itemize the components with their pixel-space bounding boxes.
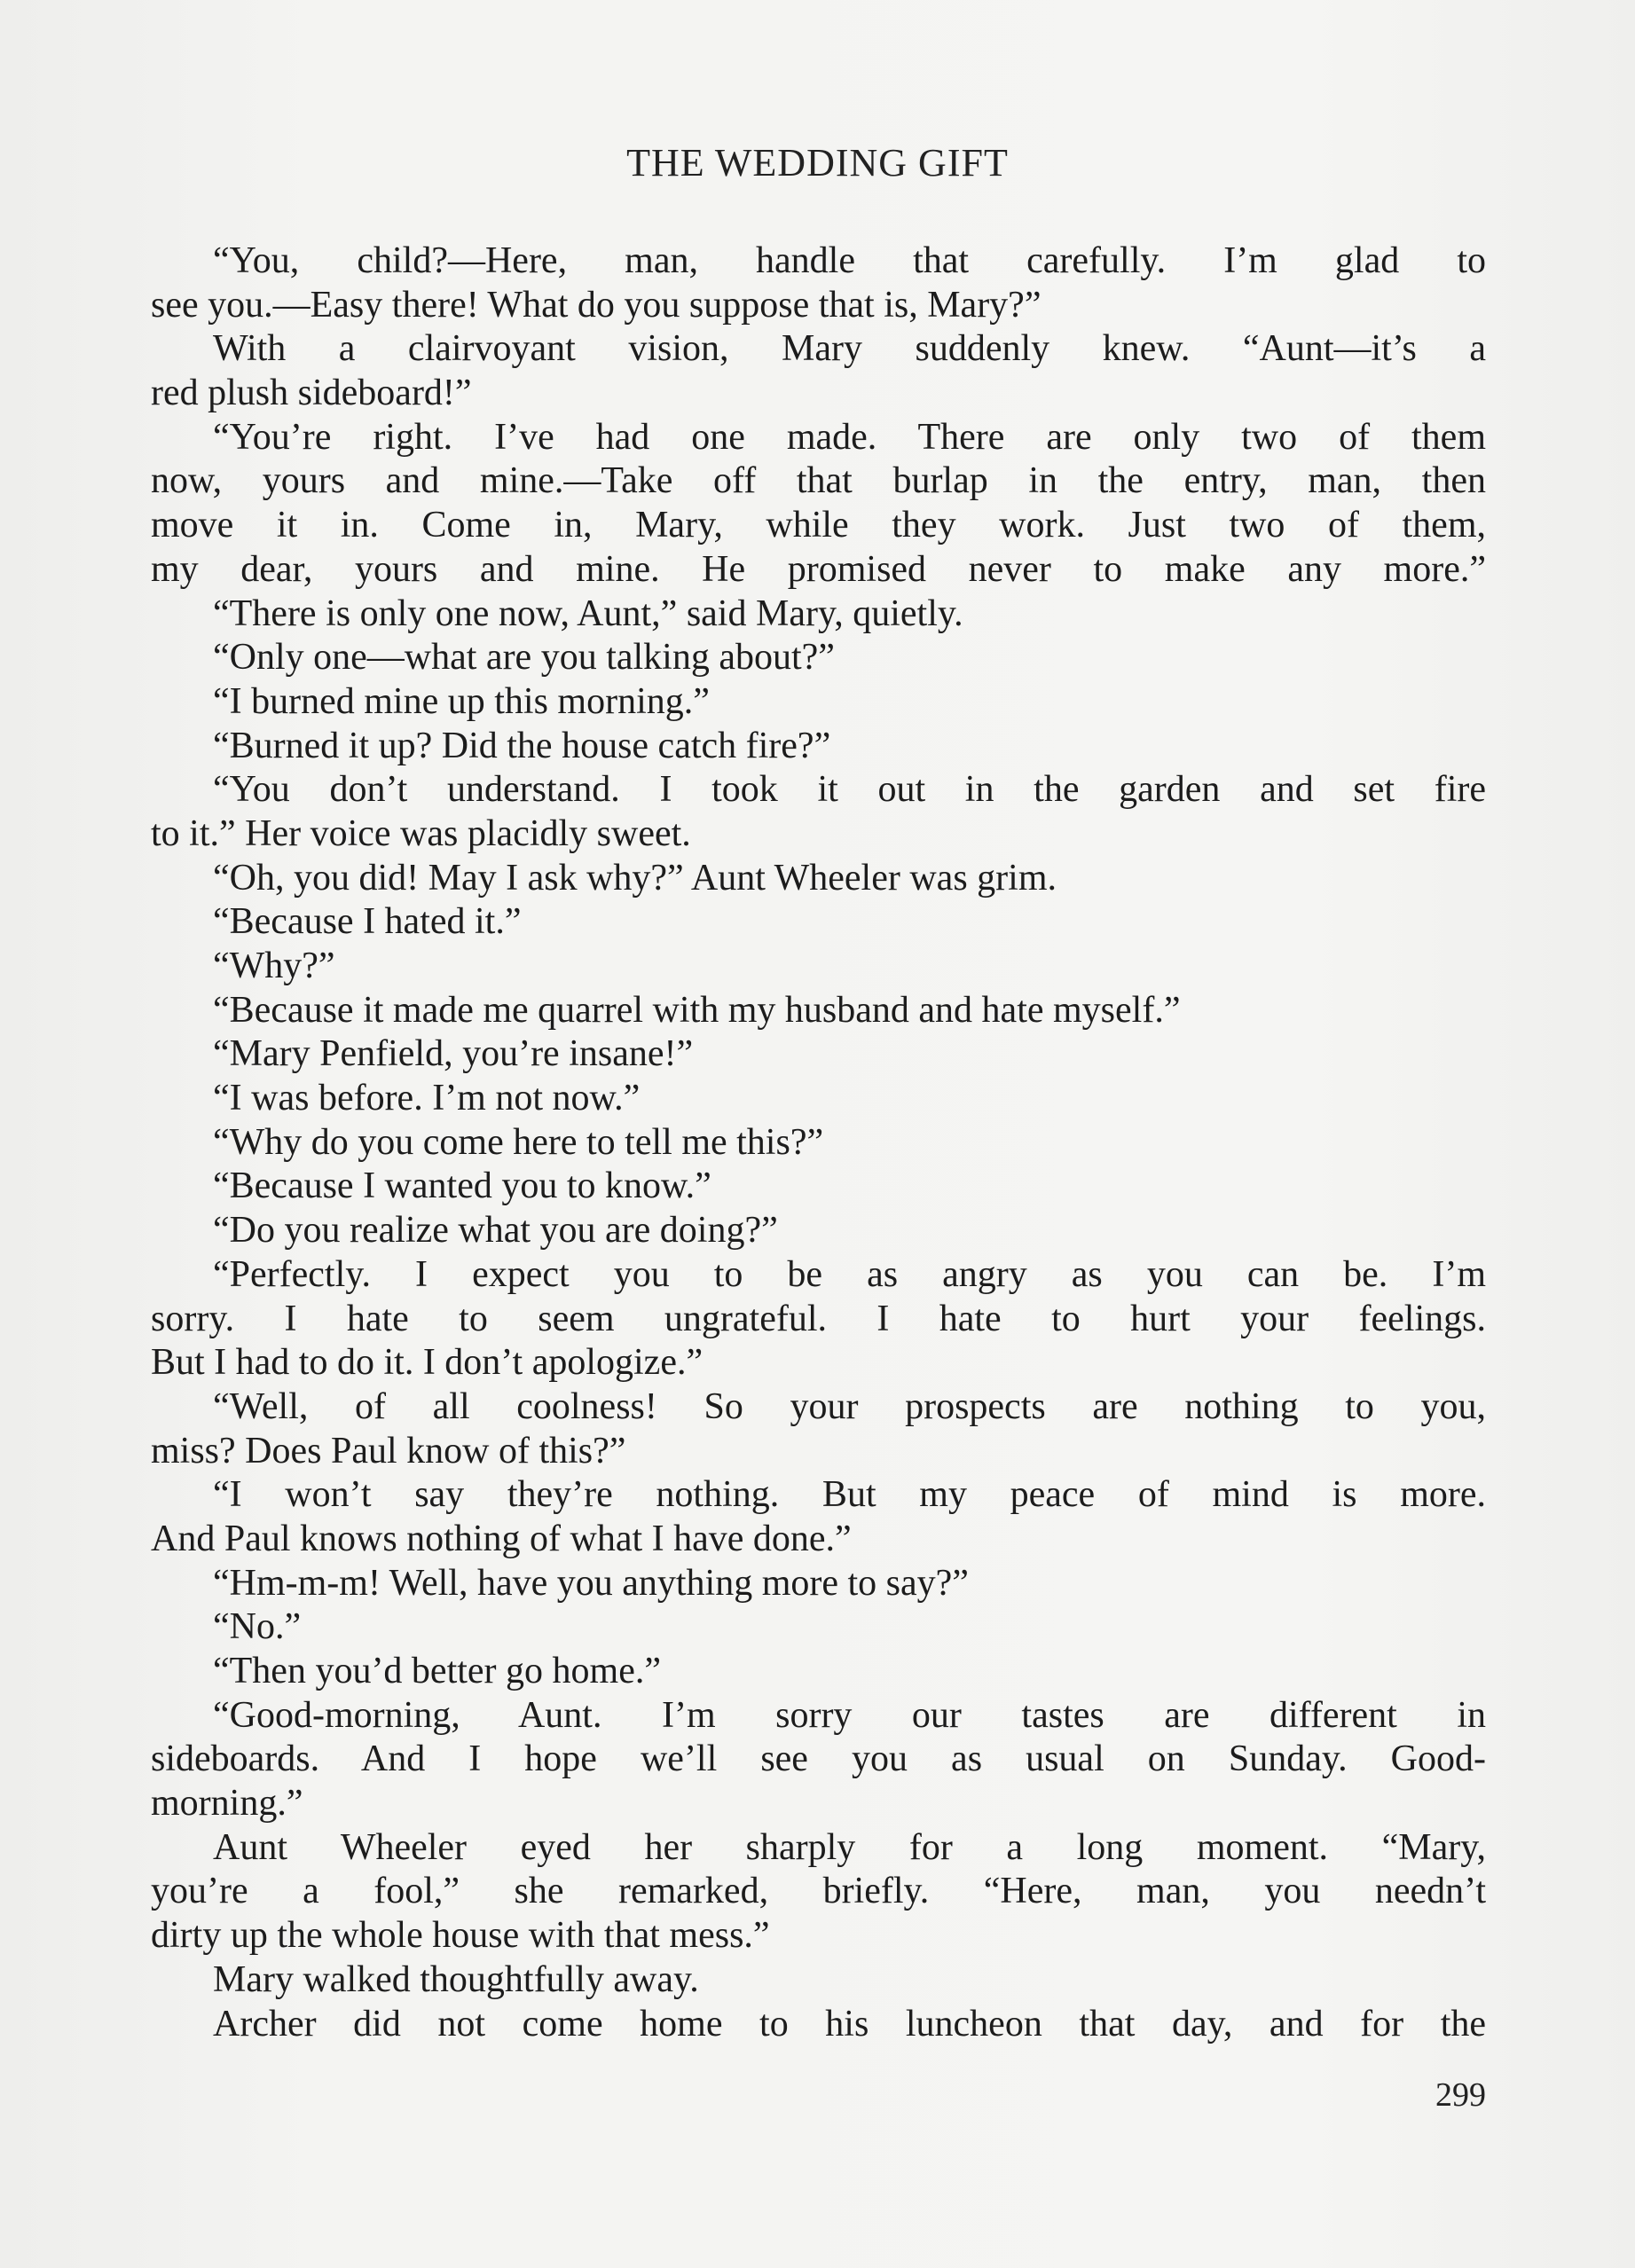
text-line: “Then you’d better go home.” — [213, 1651, 661, 1691]
text-line: But I had to do it. I don’t apologize.” — [151, 1342, 704, 1384]
text-line: “Oh, you did! May I ask why?” Aunt Wheeler was grim. — [213, 857, 1057, 899]
text-line: “Only one—what are you talking about?” — [213, 637, 835, 679]
text-line: “You’re right. I’ve had one made. There are only two of them — [213, 416, 1486, 458]
text-line: now, yours and mine.—Take off that burlap in the entry, man, then — [151, 460, 1486, 502]
text-line: “Mary Penfield, you’re insane!” — [213, 1033, 694, 1075]
text-line: “Why do you come here to tell me this?” — [213, 1121, 824, 1163]
text-line: “You don’t understand. I took it out in the garden and set fire — [213, 769, 1486, 811]
text-line: Aunt Wheeler eyed her sharply for a long moment. “Mary, — [213, 1826, 1486, 1868]
text-line: “You, child?—Here, man, handle that carefully. I’m glad to — [213, 240, 1486, 281]
text-line: you’re a fool,” she remarked, briefly. “Here, man, you needn’t — [151, 1871, 1486, 1912]
text-line: to it.” Her voice was placidly sweet. — [151, 812, 691, 854]
text-line: “Why?” — [213, 946, 335, 986]
text-line: my dear, yours and mine. He promised never to make any more.” — [151, 548, 1486, 590]
text-line: “Because I hated it.” — [213, 901, 522, 943]
text-line: “There is only one now, Aunt,” said Mary, quietly. — [213, 593, 963, 634]
text-line: “I burned mine up this morning.” — [213, 680, 710, 722]
text-line: “Burned it up? Did the house catch fire?” — [213, 725, 831, 766]
text-line: sideboards. And I hope we’ll see you as usual on Sunday. Good- — [151, 1738, 1486, 1780]
text-line: And Paul knows nothing of what I have done.” — [151, 1518, 852, 1559]
text-line: “Do you realize what you are doing?” — [213, 1210, 778, 1252]
body-text — [151, 239, 1486, 2046]
text-line: “Because I wanted you to know.” — [213, 1165, 711, 1207]
text-line: dirty up the whole house with that mess.” — [151, 1915, 770, 1957]
text-line: miss? Does Paul know of this?” — [151, 1430, 626, 1471]
text-line: “Perfectly. I expect you to be as angry as you can be. I’m — [213, 1253, 1486, 1295]
text-line: “Because it made me quarrel with my husband and hate myself.” — [213, 989, 1181, 1031]
text-line: “No.” — [213, 1606, 302, 1648]
text-line: morning.” — [151, 1783, 303, 1825]
text-line: “I was before. I’m not now.” — [213, 1078, 641, 1119]
running-head: THE WEDDING GIFT — [626, 141, 1009, 184]
text-line: “Hm-m-m! Well, have you anything more to say?” — [213, 1562, 969, 1604]
text-line: red plush sideboard!” — [151, 373, 472, 414]
text-line: “Good-morning, Aunt. I’m sorry our tastes are different in — [213, 1694, 1486, 1736]
text-line: see you.—Easy there! What do you suppose that is, Mary?” — [151, 284, 1042, 326]
text-line: sorry. I hate to seem ungrateful. I hate to hurt your feelings. — [151, 1298, 1486, 1339]
text-line: Archer did not come home to his luncheon that day, and for the — [213, 2003, 1486, 2044]
text-line: “Well, of all coolness! So your prospects are nothing to you, — [213, 1385, 1486, 1427]
text-line: With a clairvoyant vision, Mary suddenly knew. “Aunt—it’s a — [213, 328, 1486, 370]
page-number: 299 — [1435, 2076, 1486, 2114]
text-line: “I won’t say they’re nothing. But my peace of mind is more. — [213, 1474, 1486, 1516]
text-line: move it in. Come in, Mary, while they work. Just two of them, — [151, 505, 1486, 546]
text-line: Mary walked thoughtfully away. — [213, 1958, 699, 2000]
